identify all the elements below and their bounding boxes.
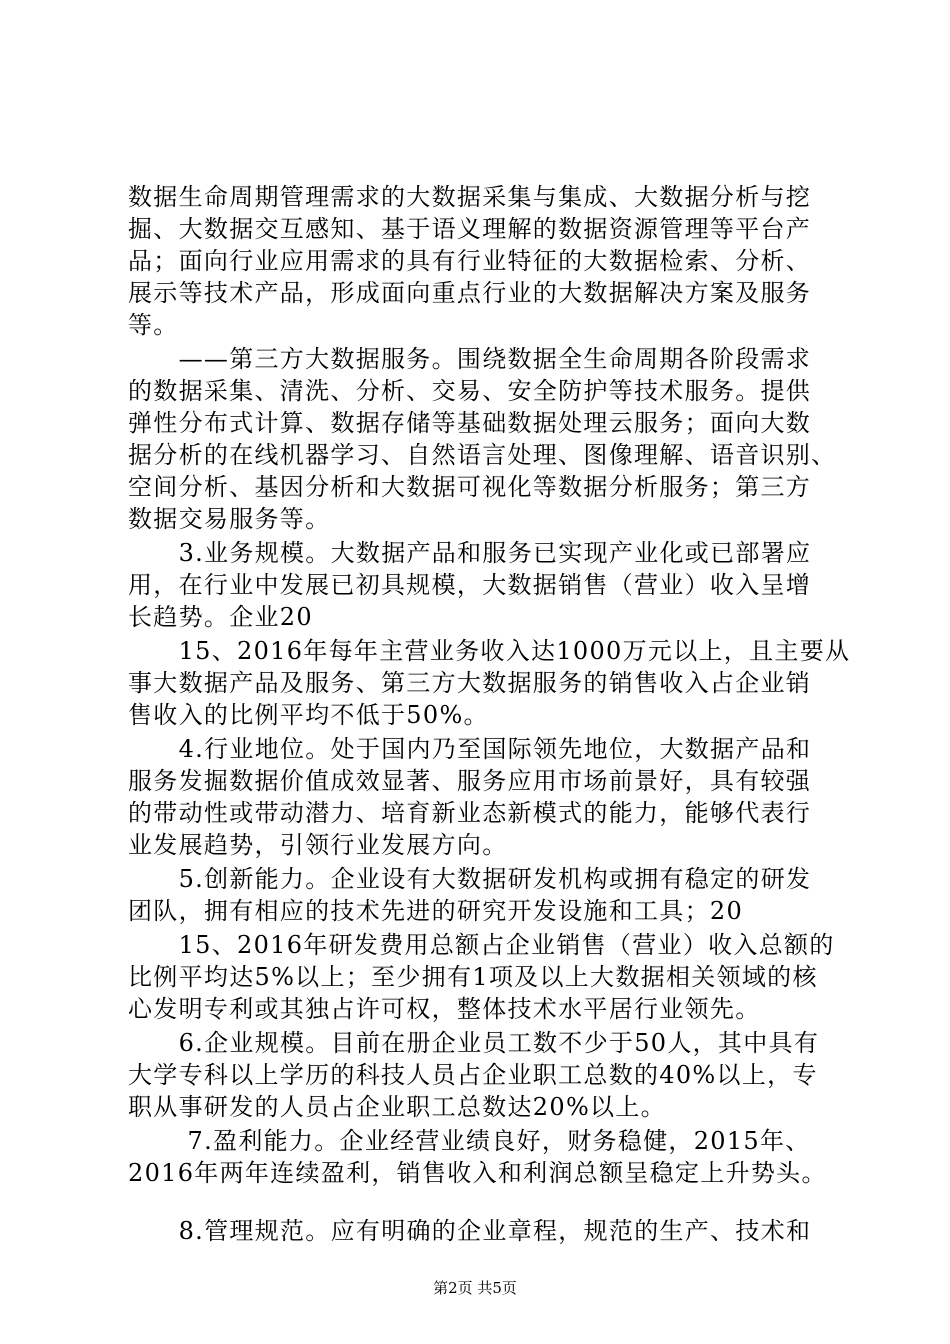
body-text-line: 弹性分布式计算、数据存储等基础数据处理云服务；面向大数: [128, 409, 812, 437]
body-text-line: 的数据采集、清洗、分析、交易、安全防护等技术服务。提供: [128, 377, 812, 405]
body-text-line: 用，在行业中发展已初具规模，大数据销售（营业）收入呈增: [128, 571, 812, 599]
body-text-line: 数据生命周期管理需求的大数据采集与集成、大数据分析与挖: [128, 183, 812, 211]
body-text-line: 心发明专利或其独占许可权，整体技术水平居行业领先。: [128, 995, 761, 1023]
body-text-line: 长趋势。企业20: [128, 603, 313, 631]
body-text-line: 数据交易服务等。: [128, 505, 331, 533]
body-text-line: 的带动性或带动潜力、培育新业态新模式的能力，能够代表行: [128, 799, 812, 827]
body-text-line: 品；面向行业应用需求的具有行业特征的大数据检索、分析、: [128, 247, 812, 275]
body-text-line: 展示等技术产品，形成面向重点行业的大数据解决方案及服务: [128, 279, 812, 307]
body-text-line: 15、2016年每年主营业务收入达1000万元以上，且主要从: [128, 637, 851, 665]
page-number-footer: 第2页 共5页: [433, 1279, 517, 1297]
body-text-line: 事大数据产品及服务、第三方大数据服务的销售收入占企业销: [128, 669, 812, 697]
body-text-line: 8.管理规范。应有明确的企业章程，规范的生产、技术和: [128, 1217, 812, 1245]
body-text-line: 业发展趋势，引领行业发展方向。: [128, 831, 508, 859]
body-text-line: 4.行业地位。处于国内乃至国际领先地位，大数据产品和: [128, 735, 812, 763]
body-text-line: 据分析的在线机器学习、自然语言处理、图像理解、语音识别、: [128, 441, 837, 469]
body-text-line: 职从事研发的人员占企业职工总数达20%以上。: [128, 1093, 666, 1121]
body-text-line: 比例平均达5%以上；至少拥有1项及以上大数据相关领域的核: [128, 963, 818, 991]
body-text-line: 7.盈利能力。企业经营业绩良好，财务稳健，2015年、: [128, 1127, 811, 1155]
body-text-line: ——第三方大数据服务。围绕数据全生命周期各阶段需求: [128, 345, 812, 373]
body-text-line: 2016年两年连续盈利，销售收入和利润总额呈稳定上升势头。: [128, 1159, 827, 1187]
body-text-line: 等。: [128, 311, 179, 339]
body-text-line: 售收入的比例平均不低于50%。: [128, 701, 489, 729]
body-text-line: 服务发掘数据价值成效显著、服务应用市场前景好，具有较强: [128, 767, 812, 795]
body-text-line: 团队，拥有相应的技术先进的研究开发设施和工具；20: [128, 897, 744, 925]
body-text-line: 大学专科以上学历的科技人员占企业职工总数的40%以上，专: [128, 1061, 818, 1089]
body-text-line: 空间分析、基因分析和大数据可视化等数据分析服务；第三方: [128, 473, 812, 501]
body-text-line: 6.企业规模。目前在册企业员工数不少于50人，其中具有: [128, 1029, 820, 1057]
body-text-line: 掘、大数据交互感知、基于语义理解的数据资源管理等平台产: [128, 215, 812, 243]
body-text-line: 3.业务规模。大数据产品和服务已实现产业化或已部署应: [128, 539, 812, 567]
body-text-line: 15、2016年研发费用总额占企业销售（营业）收入总额的: [128, 931, 835, 959]
body-text-line: 5.创新能力。企业设有大数据研发机构或拥有稳定的研发: [128, 865, 812, 893]
